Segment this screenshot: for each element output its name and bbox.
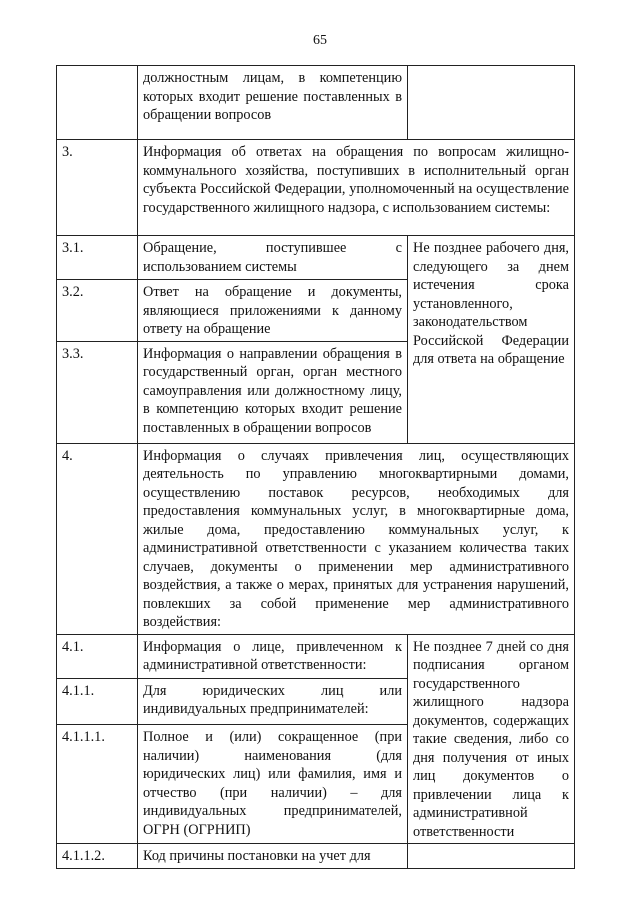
row-deadline	[408, 844, 575, 869]
table-row	[57, 140, 575, 236]
row-text: Обращение, поступившее с использованием системы	[138, 236, 408, 280]
table-row	[57, 844, 575, 869]
row-number: 4.1.1.	[57, 678, 138, 724]
row-text: Ответ на обращение и документы, являющиеся приложениями к данному ответу на обращение	[138, 280, 408, 342]
requirements-table	[56, 65, 575, 869]
row-text: Информация о случаях привлечения лиц, осуществляющих деятельность по управлению многоквартирными домами, осуществлению поставок ресурсов, необходимых для предоставления коммунальных услуг, в многоквартирные дома, жилые дома, предоставлению коммунальных услуг, к административной ответственности с указанием количества таких случаев, документы о применении мер административного воздействия, а также о мерах, принятых для устранения нарушений, повлекших за собой применение мер административного воздействия:	[138, 443, 575, 634]
row-text: Информация о лице, привлеченном к административной ответственности:	[138, 634, 408, 678]
table-row	[57, 66, 575, 140]
row-text: должностным лицам, в компетенцию которых входит решение поставленных в обращении вопросов	[138, 66, 408, 140]
row-number: 3.1.	[57, 236, 138, 280]
row-deadline: Не позднее рабочего дня, следующего за днем истечения срока установленного, законодательством Российской Федерации для ответа на обращение	[408, 236, 575, 444]
row-text: Информация об ответах на обращения по вопросам жилищно-коммунального хозяйства, поступивших в исполнительный орган субъекта Российской Федерации, уполномоченный на осуществление государственного жилищного надзора, с использованием системы:	[138, 140, 575, 236]
table-row	[57, 443, 575, 634]
page-number: 65	[313, 33, 327, 48]
row-number: 4.1.1.2.	[57, 844, 138, 869]
table-row	[57, 236, 575, 280]
row-number: 3.3.	[57, 341, 138, 443]
row-number: 3.	[57, 140, 138, 236]
row-text: Информация о направлении обращения в государственный орган, орган местного самоуправления или должностному лицу, в компетенцию которых входит решение поставленных в обращении вопросов	[138, 341, 408, 443]
table-row	[57, 634, 575, 678]
row-deadline	[408, 66, 575, 140]
row-number: 4.1.1.1.	[57, 725, 138, 844]
row-number: 4.1.	[57, 634, 138, 678]
row-number	[57, 66, 138, 140]
row-text: Полное и (или) сокращенное (при наличии) наименования (для юридических лиц) или фамилия, имя и отчество (при наличии) – для индивидуальных предпринимателей, ОГРН (ОГРНИП)	[138, 725, 408, 844]
row-number: 3.2.	[57, 280, 138, 342]
row-deadline: Не позднее 7 дней со дня подписания органом государственного жилищного надзора документов, содержащих такие сведения, либо со дня получения от иных лиц документов о привлечении лица к административной ответственности	[408, 634, 575, 844]
row-text: Для юридических лиц или индивидуальных предпринимателей:	[138, 678, 408, 724]
row-text: Код причины постановки на учет для	[138, 844, 408, 869]
row-number: 4.	[57, 443, 138, 634]
